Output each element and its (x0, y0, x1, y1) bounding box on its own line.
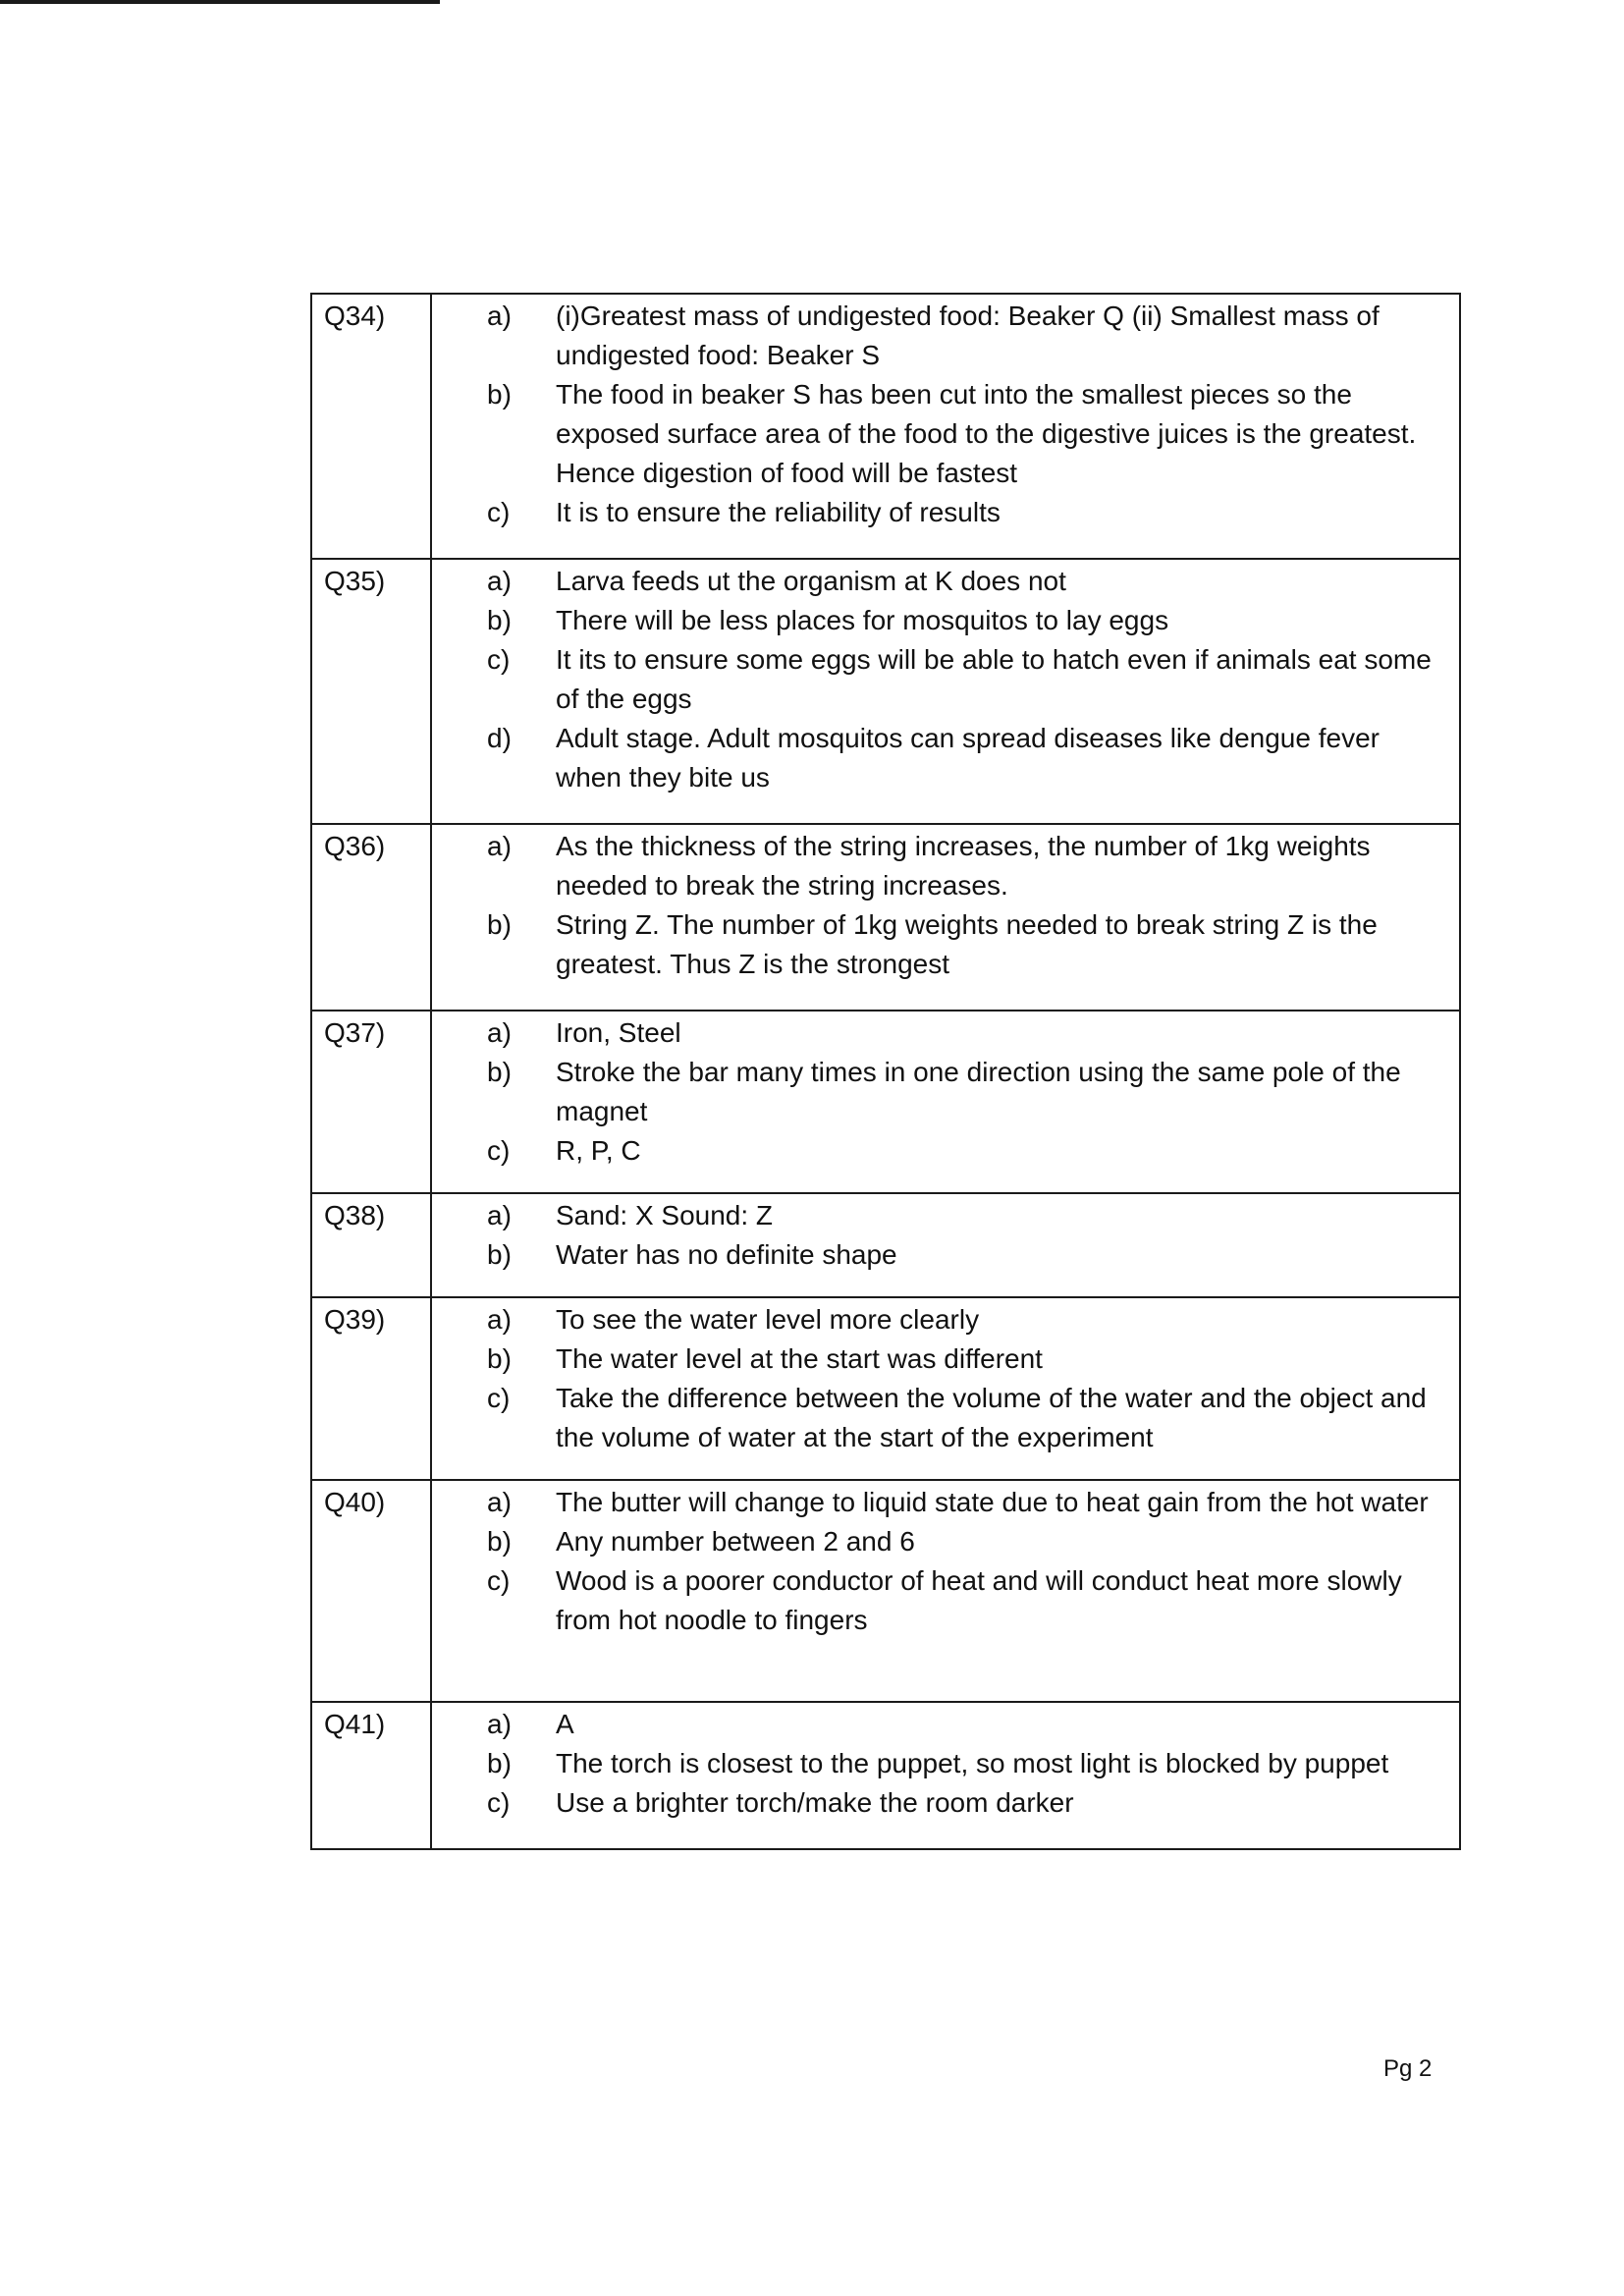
part-text: It its to ensure some eggs will be able to hatch even if animals eat some of the eggs (556, 644, 1432, 714)
part-label: c) (487, 497, 511, 527)
answer-part (432, 1561, 1451, 1640)
part-label: a) (487, 831, 512, 861)
question-number: Q34) (311, 294, 431, 559)
part-text: Take the difference between the volume of the water and the object and the volume of water at the start of the experiment (556, 1383, 1427, 1452)
answer-cell (431, 559, 1460, 824)
part-text: (i)Greatest mass of undigested food: Beaker Q (ii) Smallest mass of undigested food: Beaker S (556, 301, 1380, 370)
part-text: Any number between 2 and 6 (556, 1526, 915, 1557)
answer-part (432, 1379, 1451, 1457)
part-label: b) (487, 1239, 512, 1270)
page-number: Pg 2 (1383, 2055, 1433, 2082)
question-row-q39 (311, 1297, 1460, 1480)
answer-cell (431, 1193, 1460, 1297)
question-row-q34 (311, 294, 1460, 559)
answer-parts (432, 1705, 1451, 1823)
answer-part (432, 905, 1451, 984)
answer-cell (431, 824, 1460, 1011)
question-row-q41 (311, 1702, 1460, 1849)
answer-part (432, 493, 1451, 532)
question-row-q35 (311, 559, 1460, 824)
part-label: b) (487, 909, 512, 940)
part-text: As the thickness of the string increases, the number of 1kg weights needed to break the string increases. (556, 831, 1371, 901)
part-label: b) (487, 605, 512, 635)
part-label: c) (487, 1565, 511, 1596)
answer-table (310, 293, 1461, 1850)
question-number: Q35) (311, 559, 431, 824)
part-text: Sand: X Sound: Z (556, 1200, 774, 1230)
answer-parts (432, 1196, 1451, 1275)
answer-cell (431, 1480, 1460, 1702)
part-text: The torch is closest to the puppet, so most light is blocked by puppet (556, 1748, 1389, 1778)
question-row-q38 (311, 1193, 1460, 1297)
answer-table-body (311, 294, 1460, 1849)
part-text: Stroke the bar many times in one direction using the same pole of the magnet (556, 1057, 1401, 1126)
part-text: A (556, 1709, 574, 1739)
answer-part (432, 562, 1451, 601)
answer-parts (432, 562, 1451, 797)
question-row-q37 (311, 1011, 1460, 1193)
answer-part (432, 1235, 1451, 1275)
part-label: d) (487, 723, 512, 753)
part-label: b) (487, 379, 512, 410)
part-text: String Z. The number of 1kg weights needed to break string Z is the greatest. Thus Z is the strongest (556, 909, 1378, 979)
part-text: R, P, C (556, 1135, 641, 1166)
question-row-q36 (311, 824, 1460, 1011)
part-text: To see the water level more clearly (556, 1304, 980, 1335)
part-text: There will be less places for mosquitos to lay eggs (556, 605, 1169, 635)
part-text: The food in beaker S has been cut into the smallest pieces so the exposed surface area of the food to the digestive juices is the greatest. Hence digestion of food will be fastest (556, 379, 1417, 488)
question-number: Q38) (311, 1193, 431, 1297)
part-label: a) (487, 1200, 512, 1230)
part-label: a) (487, 566, 512, 596)
part-label: b) (487, 1748, 512, 1778)
answer-parts (432, 1300, 1451, 1457)
part-label: b) (487, 1057, 512, 1087)
top-rule (0, 0, 440, 4)
answer-cell (431, 1297, 1460, 1480)
answer-part (432, 1131, 1451, 1171)
answer-part (432, 1522, 1451, 1561)
part-text: The butter will change to liquid state due to heat gain from the hot water (556, 1487, 1429, 1517)
question-number: Q41) (311, 1702, 431, 1849)
question-number: Q37) (311, 1011, 431, 1193)
answer-part (432, 1196, 1451, 1235)
answer-parts (432, 1483, 1451, 1640)
part-label: a) (487, 1304, 512, 1335)
part-label: a) (487, 1709, 512, 1739)
answer-part (432, 375, 1451, 493)
part-label: a) (487, 1017, 512, 1048)
answer-part (432, 1783, 1451, 1823)
part-text: It is to ensure the reliability of results (556, 497, 1001, 527)
part-text: Wood is a poorer conductor of heat and will conduct heat more slowly from hot noodle to fingers (556, 1565, 1402, 1635)
part-label: a) (487, 301, 512, 331)
part-label: c) (487, 1787, 511, 1818)
answer-parts (432, 827, 1451, 984)
part-text: Iron, Steel (556, 1017, 681, 1048)
answer-part (432, 601, 1451, 640)
part-text: Larva feeds ut the organism at K does not (556, 566, 1066, 596)
part-label: c) (487, 644, 511, 675)
part-text: The water level at the start was different (556, 1343, 1043, 1374)
answer-part (432, 1744, 1451, 1783)
answer-part (432, 1339, 1451, 1379)
part-label: b) (487, 1526, 512, 1557)
answer-parts (432, 297, 1451, 532)
answer-part (432, 1483, 1451, 1522)
part-label: b) (487, 1343, 512, 1374)
part-label: c) (487, 1383, 511, 1413)
part-text: Adult stage. Adult mosquitos can spread diseases like dengue fever when they bite us (556, 723, 1380, 793)
question-number: Q39) (311, 1297, 431, 1480)
answer-part (432, 827, 1451, 905)
part-text: Water has no definite shape (556, 1239, 897, 1270)
answer-parts (432, 1013, 1451, 1171)
part-label: a) (487, 1487, 512, 1517)
answer-part (432, 1053, 1451, 1131)
part-label: c) (487, 1135, 511, 1166)
answer-part (432, 1013, 1451, 1053)
question-row-q40 (311, 1480, 1460, 1702)
answer-part (432, 297, 1451, 375)
question-number: Q40) (311, 1480, 431, 1702)
answer-part (432, 1705, 1451, 1744)
answer-part (432, 640, 1451, 719)
answer-part (432, 1300, 1451, 1339)
answer-cell (431, 1702, 1460, 1849)
answer-part (432, 719, 1451, 797)
question-number: Q36) (311, 824, 431, 1011)
answer-cell (431, 294, 1460, 559)
answer-cell (431, 1011, 1460, 1193)
part-text: Use a brighter torch/make the room darker (556, 1787, 1074, 1818)
